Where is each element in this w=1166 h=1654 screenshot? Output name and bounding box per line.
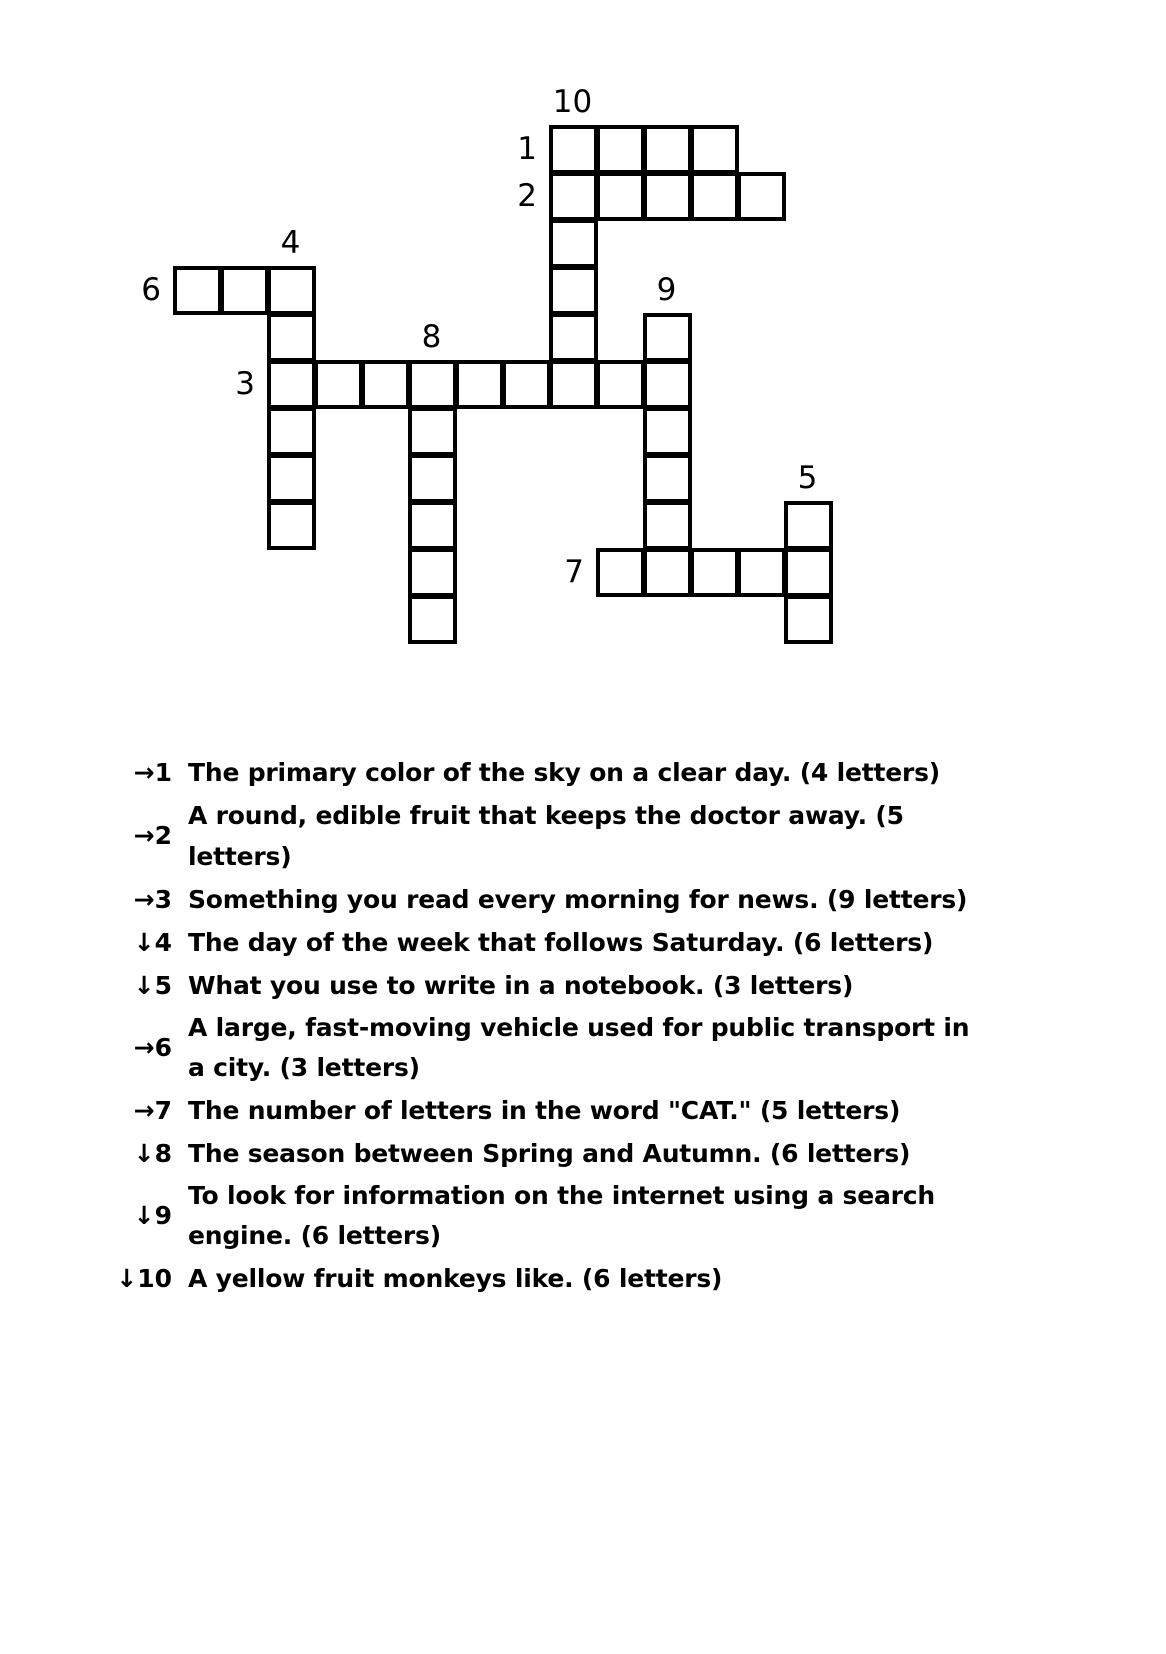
clue-number-1 — [100, 758, 188, 788]
clue-number-2 — [100, 821, 188, 851]
clue-number-9 — [100, 1201, 188, 1231]
clue-text: A round, edible fruit that keeps the doctor away. (5 letters) — [188, 801, 904, 871]
grid-cell[interactable] — [267, 501, 316, 550]
arrow-right-icon: → — [133, 1095, 155, 1125]
clue-row — [100, 965, 1000, 1006]
clue-row — [100, 1176, 1000, 1256]
clue-number-label: 4 — [154, 927, 172, 957]
grid-number-7: 7 — [564, 554, 584, 590]
clue-row — [100, 1258, 1000, 1299]
clue-row — [100, 795, 1000, 877]
clue-number-6 — [100, 1033, 188, 1063]
clue-number-label: 10 — [137, 1263, 172, 1293]
clue-text: To look for information on the internet using a search engine. (6 letters) — [188, 1181, 935, 1250]
clue-row — [100, 879, 1000, 920]
grid-number-6: 6 — [141, 272, 161, 308]
grid-cell[interactable] — [267, 266, 316, 315]
grid-cell[interactable] — [643, 172, 692, 221]
arrow-right-icon: → — [133, 757, 155, 787]
clue-number-label: 9 — [154, 1201, 172, 1230]
grid-cell[interactable] — [737, 172, 786, 221]
grid-cell[interactable] — [643, 125, 692, 174]
grid-cell[interactable] — [267, 407, 316, 456]
grid-number-3: 3 — [235, 366, 255, 402]
grid-cell[interactable] — [784, 501, 833, 550]
clue-number-label: 2 — [154, 821, 172, 850]
clue-number-label: 5 — [154, 970, 172, 1000]
clue-row — [100, 1090, 1000, 1131]
grid-cell[interactable] — [596, 172, 645, 221]
clue-number-4 — [100, 928, 188, 958]
arrow-down-icon: ↓ — [133, 1138, 155, 1168]
clue-list — [100, 752, 1000, 1301]
clue-text: The day of the week that follows Saturday. (6 letters) — [188, 928, 934, 957]
grid-number-1: 1 — [517, 131, 537, 167]
crossword-grid — [0, 0, 1166, 700]
grid-cell[interactable] — [549, 172, 598, 221]
clue-text: The number of letters in the word "CAT." (5 letters) — [188, 1096, 901, 1125]
grid-cell[interactable] — [220, 266, 269, 315]
grid-cell[interactable] — [737, 548, 786, 597]
grid-cell[interactable] — [502, 360, 551, 409]
arrow-down-icon: ↓ — [133, 970, 155, 1000]
grid-cell[interactable] — [408, 595, 457, 644]
clue-number-7 — [100, 1096, 188, 1126]
grid-cell[interactable] — [408, 548, 457, 597]
grid-cell[interactable] — [549, 266, 598, 315]
arrow-right-icon: → — [133, 884, 155, 914]
grid-cell[interactable] — [408, 501, 457, 550]
grid-cell[interactable] — [643, 407, 692, 456]
grid-cell[interactable] — [408, 454, 457, 503]
grid-number-5: 5 — [797, 460, 818, 496]
grid-cell[interactable] — [596, 548, 645, 597]
clue-text: Something you read every morning for news. (9 letters) — [188, 885, 968, 914]
clue-number-label: 7 — [154, 1095, 172, 1125]
grid-cell[interactable] — [549, 219, 598, 268]
clue-row — [100, 922, 1000, 963]
grid-cell[interactable] — [784, 595, 833, 644]
clue-row — [100, 1008, 1000, 1088]
grid-cell[interactable] — [549, 313, 598, 362]
clue-text: The season between Spring and Autumn. (6 letters) — [188, 1139, 911, 1168]
grid-cell[interactable] — [784, 548, 833, 597]
clue-number-5 — [100, 971, 188, 1001]
clue-row — [100, 1133, 1000, 1174]
grid-number-8: 8 — [421, 319, 442, 355]
grid-cell[interactable] — [408, 360, 457, 409]
grid-cell[interactable] — [643, 360, 692, 409]
grid-cell[interactable] — [643, 548, 692, 597]
grid-cell[interactable] — [408, 407, 457, 456]
arrow-down-icon: ↓ — [133, 1201, 155, 1230]
clue-number-label: 6 — [154, 1033, 172, 1062]
grid-cell[interactable] — [643, 501, 692, 550]
grid-cell[interactable] — [549, 125, 598, 174]
clue-number-3 — [100, 885, 188, 915]
clue-text: What you use to write in a notebook. (3 letters) — [188, 971, 854, 1000]
grid-cell[interactable] — [314, 360, 363, 409]
clue-text: A large, fast-moving vehicle used for public transport in a city. (3 letters) — [188, 1013, 970, 1082]
clue-number-label: 8 — [154, 1138, 172, 1168]
grid-cell[interactable] — [267, 313, 316, 362]
clue-number-label: 1 — [154, 757, 172, 787]
arrow-right-icon: → — [133, 1033, 155, 1062]
clue-number-label: 3 — [154, 884, 172, 914]
grid-cell[interactable] — [173, 266, 222, 315]
grid-number-10: 10 — [552, 84, 593, 120]
clue-row — [100, 752, 1000, 793]
grid-cell[interactable] — [596, 125, 645, 174]
grid-cell[interactable] — [596, 360, 645, 409]
grid-cell[interactable] — [361, 360, 410, 409]
grid-cell[interactable] — [690, 548, 739, 597]
grid-cell[interactable] — [267, 360, 316, 409]
grid-cell[interactable] — [690, 125, 739, 174]
grid-cell[interactable] — [643, 313, 692, 362]
grid-cell[interactable] — [455, 360, 504, 409]
grid-cell[interactable] — [267, 454, 316, 503]
clue-number-10 — [100, 1264, 188, 1294]
clue-text: The primary color of the sky on a clear day. (4 letters) — [188, 758, 941, 787]
grid-number-4: 4 — [280, 225, 301, 261]
grid-number-2: 2 — [517, 178, 537, 214]
clue-text: A yellow fruit monkeys like. (6 letters) — [188, 1264, 723, 1293]
grid-cell[interactable] — [643, 454, 692, 503]
arrow-down-icon: ↓ — [116, 1263, 138, 1293]
grid-cell[interactable] — [690, 172, 739, 221]
grid-cell[interactable] — [549, 360, 598, 409]
clue-number-8 — [100, 1139, 188, 1169]
grid-number-9: 9 — [656, 272, 677, 308]
arrow-down-icon: ↓ — [133, 927, 155, 957]
arrow-right-icon: → — [133, 821, 155, 850]
